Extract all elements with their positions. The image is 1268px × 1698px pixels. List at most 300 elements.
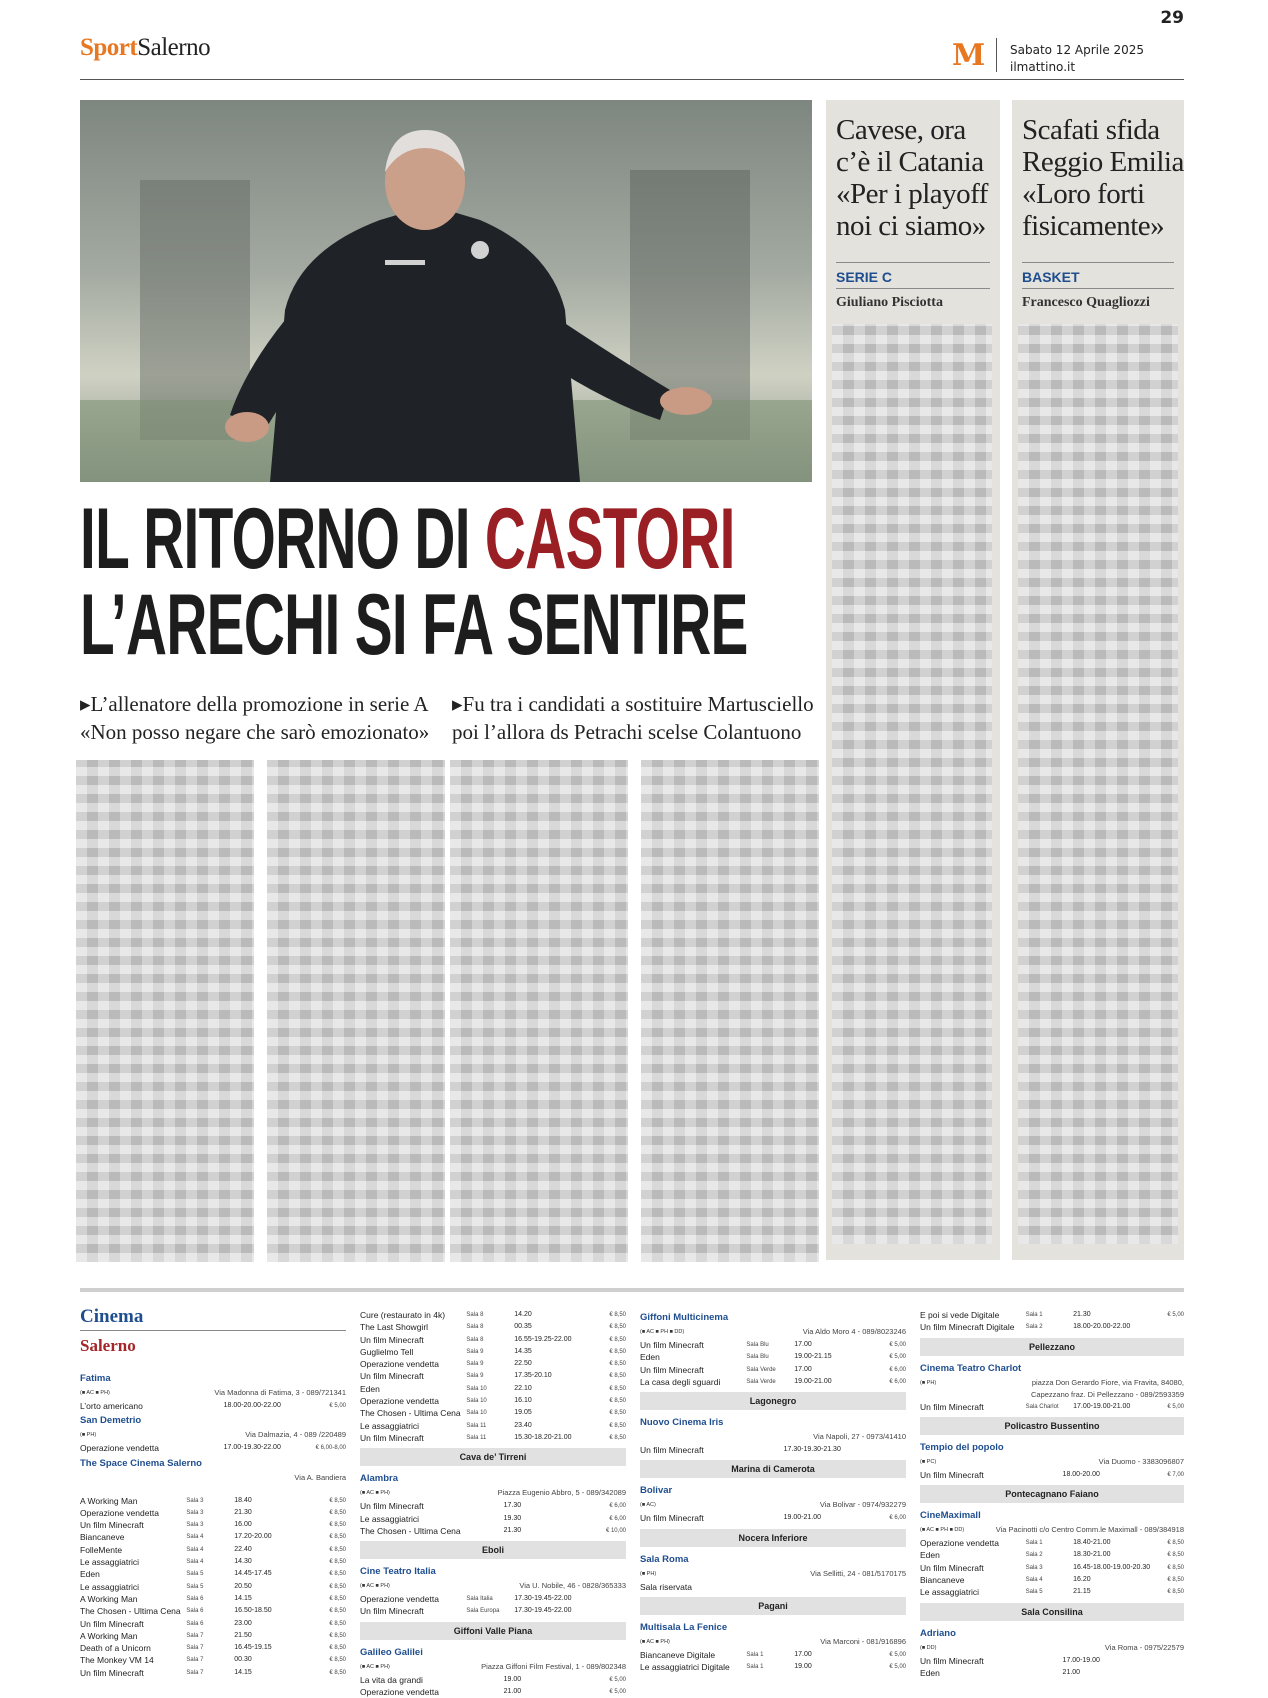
venue-address: Via Madonna di Fatima, 3 - 089/721341 (214, 1388, 346, 1397)
venue-name: Tempio del popolo (920, 1441, 1004, 1453)
coach-illustration (80, 100, 812, 482)
headline-line1-part1: IL RITORNO DI (80, 491, 485, 587)
showtime-row (920, 1321, 1184, 1333)
town-name: Giffoni Valle Piana (453, 1625, 533, 1636)
showtimes: 16.55-19.25-22.00 (514, 1335, 572, 1343)
screen-label: Sala 6 (186, 1620, 204, 1627)
town-header (360, 1448, 626, 1466)
showtime-row (360, 1674, 626, 1686)
film-title: Un film Minecraft (640, 1445, 704, 1456)
showtimes: 17.20-20.00 (234, 1533, 272, 1541)
showtimes: 19.00 (794, 1663, 812, 1671)
film-title: Biancaneve Digitale (640, 1650, 716, 1661)
film-title: Operazione vendetta (360, 1359, 439, 1370)
screen-label: Sala 9 (466, 1373, 484, 1380)
town-header (920, 1338, 1184, 1356)
deck-left-line2: «Non posso negare che sarò emozionato» (80, 720, 430, 744)
screen-label: Sala 10 (466, 1398, 487, 1405)
showtimes: 17.00-19.00 (1062, 1656, 1100, 1664)
showtimes: 17.35-20.10 (514, 1372, 552, 1380)
sidebar-cavese (826, 100, 1000, 1260)
film-title: E poi si vede Digitale (920, 1310, 1000, 1320)
screen-label: Sala Europa (466, 1608, 500, 1615)
film-title: Le assaggiatrici (80, 1557, 140, 1568)
showtimes: 20.50 (234, 1582, 252, 1590)
ticket-price: € 8,50 (609, 1398, 626, 1405)
showtime-row (80, 1556, 346, 1568)
film-title: Un film Minecraft Digitale (920, 1322, 1015, 1333)
cinema-title-rule (80, 1330, 346, 1331)
film-title: Cure (restaurato in 4k) (360, 1310, 446, 1320)
film-title: Eden (360, 1383, 380, 1394)
town-name: Marina di Camerota (731, 1464, 815, 1475)
screen-label: Sala Verde (746, 1366, 776, 1373)
venue-address: Via Pacinotti c/o Centro Comm.le Maximall - 089/384918 (995, 1525, 1184, 1535)
showtimes: 19.30 (503, 1514, 522, 1522)
screen-label: Sala 9 (466, 1348, 484, 1355)
cinema-column-1 (80, 1370, 346, 1679)
showtimes: 21.00 (503, 1688, 522, 1696)
showtime-row (80, 1495, 346, 1507)
venue-features: (■ AC) (640, 1502, 656, 1509)
screen-label: Sala 2 (1025, 1324, 1043, 1331)
venue-features: (■ AC ■ PH) (360, 1583, 390, 1590)
film-title: The Monkey VM 14 (80, 1655, 154, 1666)
ticket-price: € 8,50 (329, 1632, 346, 1639)
showtime-row (80, 1667, 346, 1679)
town-name: Pontecagnano Faiano (1005, 1489, 1099, 1500)
screen-label: Sala Verde (746, 1378, 776, 1385)
screen-label: Sala 1 (1025, 1540, 1043, 1547)
venue-name: Cine Teatro Italia (360, 1566, 436, 1578)
showtimes: 16.45-19.15 (234, 1644, 272, 1652)
site-url: ilmattino.it (1010, 60, 1076, 74)
ticket-price: € 8,50 (329, 1669, 346, 1676)
venue-address: Via Marconi - 081/916896 (820, 1637, 906, 1647)
venue-features: (■ DD) (920, 1644, 937, 1651)
venue-name: Nuovo Cinema Iris (640, 1417, 724, 1429)
showtime-row (360, 1407, 626, 1419)
ticket-price: € 8,50 (609, 1312, 626, 1318)
screen-label: Sala Charlot (1025, 1403, 1059, 1410)
ticket-price: € 8,50 (609, 1324, 626, 1331)
screen-label: Sala 1 (746, 1652, 764, 1659)
screen-label: Sala 7 (186, 1632, 204, 1639)
film-title: FolleMente (80, 1544, 123, 1555)
venue-address: Via Aldo Moro 4 - 089/8023246 (802, 1327, 906, 1336)
cinema-column-2 (360, 1309, 626, 1698)
ticket-price: € 5,00 (609, 1689, 626, 1696)
showtime-row (80, 1531, 346, 1543)
film-title: L’orto americano (80, 1401, 143, 1411)
showtimes: 17.30-19.30-21.30 (783, 1446, 841, 1454)
section-city: Salerno (137, 34, 211, 61)
ticket-price: € 5,00 (329, 1403, 346, 1409)
ticket-price: € 8,50 (329, 1595, 346, 1602)
screen-label: Sala Italia (466, 1596, 493, 1603)
venue-address-row (920, 1524, 1184, 1537)
showtimes: 22.10 (514, 1384, 532, 1392)
cinema-section-title: Cinema (80, 1306, 144, 1327)
showtimes: 16.10 (514, 1397, 532, 1405)
showtimes: 18.00-20.00 (1062, 1470, 1100, 1478)
ticket-price: € 6,00 (889, 1378, 906, 1385)
venue-features: (■ PC) (920, 1458, 937, 1465)
film-title: Un film Minecraft (920, 1655, 984, 1666)
page-number: 29 (1160, 8, 1184, 28)
ticket-price: € 8,50 (609, 1434, 626, 1441)
cinema-venue (80, 1412, 346, 1429)
town-header (360, 1622, 626, 1640)
showtime-row (360, 1370, 626, 1382)
showtime-row (640, 1339, 906, 1351)
cinema-venue (920, 1360, 1184, 1377)
showtime-row (360, 1420, 626, 1432)
film-title: Le assaggiatrici (360, 1420, 420, 1431)
showtime-row (80, 1618, 346, 1630)
film-title: The Last Showgirl (360, 1322, 429, 1333)
venue-features: (■ AC ■ PH) (360, 1490, 390, 1497)
showtimes: 18.40 (234, 1496, 252, 1504)
film-title: A Working Man (80, 1495, 138, 1506)
film-title: La casa degli sguardi (640, 1376, 721, 1387)
showtime-row (360, 1593, 626, 1605)
film-title: Le assaggiatrici (80, 1581, 140, 1592)
showtime-row (920, 1401, 1184, 1413)
venue-address: Via U. Nobile, 46 - 0828/365333 (519, 1581, 626, 1591)
ticket-price: € 8,50 (329, 1571, 346, 1578)
sidebar-rule (836, 262, 990, 263)
screen-label: Sala 7 (186, 1669, 204, 1676)
cinema-venue (640, 1619, 906, 1636)
ticket-price: € 8,50 (1167, 1540, 1184, 1547)
ticket-price: € 8,50 (609, 1385, 626, 1392)
sidebar-tag: BASKET (1022, 269, 1080, 285)
screen-label: Sala 1 (746, 1664, 764, 1671)
ticket-price: € 8,50 (329, 1608, 346, 1615)
ticket-price: € 8,50 (1167, 1589, 1184, 1596)
section-sport: Sport (80, 34, 138, 61)
ticket-price: € 6,00 (609, 1503, 626, 1510)
showtime-row (80, 1442, 346, 1454)
showtimes: 14.15 (234, 1594, 252, 1602)
showtime-row (920, 1667, 1184, 1679)
cinema-venue (640, 1482, 906, 1499)
showtimes: 19.00-21.15 (794, 1353, 832, 1361)
film-title: Eden (920, 1550, 940, 1561)
town-name: Pagani (758, 1601, 788, 1612)
ticket-price: € 6,00 (609, 1515, 626, 1522)
ticket-price: € 8,50 (329, 1583, 346, 1590)
venue-address-row (80, 1472, 346, 1485)
cinema-venue (80, 1455, 346, 1472)
showtimes: 21.00 (1062, 1668, 1081, 1676)
town-header (640, 1529, 906, 1547)
venue-features: (■ AC ■ PH) (80, 1390, 110, 1396)
film-title: Biancaneve (920, 1575, 965, 1586)
ticket-price: € 8,50 (329, 1534, 346, 1541)
showtimes: 17.30 (503, 1502, 522, 1510)
section-label (80, 34, 210, 62)
sidebar-headline-line: Reggio Emilia (1022, 146, 1184, 178)
film-title: Sala riservata (640, 1581, 692, 1592)
ticket-price: € 5,00 (1167, 1403, 1184, 1410)
showtime-row (640, 1661, 906, 1673)
sidebar-headline-line: «Loro forti (1022, 178, 1145, 210)
venue-name: Multisala La Fenice (640, 1622, 728, 1634)
cinema-venue (640, 1309, 906, 1326)
screen-label: Sala 8 (466, 1312, 484, 1318)
venue-address: Piazza Eugenio Abbro, 5 - 089/342089 (497, 1488, 626, 1498)
deck-right (452, 690, 814, 746)
town-header (360, 1541, 626, 1559)
film-title: Guglielmo Tell (360, 1346, 414, 1357)
coach-photo (80, 100, 812, 482)
deck-left (80, 690, 429, 746)
showtime-row (360, 1395, 626, 1407)
showtimes: 14.15 (234, 1668, 252, 1676)
town-header (920, 1603, 1184, 1621)
venue-address-row (920, 1377, 1184, 1401)
venue-name: Bolivar (640, 1485, 673, 1497)
article-column-1 (76, 760, 254, 1262)
main-headline (80, 491, 748, 673)
showtime-row (360, 1500, 626, 1512)
film-title: The Chosen - Ultima Cena (80, 1606, 181, 1617)
town-name: Cava de’ Tirreni (459, 1452, 527, 1463)
sidebar-headline-line: Cavese, ora (836, 114, 966, 146)
showtime-row (360, 1525, 626, 1537)
venue-address: Via A. Bandiera (294, 1472, 346, 1482)
showtime-row (360, 1321, 626, 1333)
showtimes: 00.30 (234, 1656, 252, 1664)
showtime-row (80, 1605, 346, 1617)
showtimes: 16.50-18.50 (234, 1607, 272, 1615)
film-title: Un film Minecraft (80, 1667, 144, 1678)
town-name: Nocera Inferiore (738, 1532, 808, 1543)
venue-address-row (920, 1642, 1184, 1655)
screen-label: Sala 6 (186, 1608, 204, 1615)
cinema-venue (640, 1551, 906, 1568)
header-divider (996, 38, 997, 72)
town-name: Eboli (482, 1545, 504, 1556)
showtimes: 21.30 (503, 1526, 522, 1534)
venue-features: (■ PH) (920, 1379, 937, 1386)
film-title: La vita da grandi (360, 1674, 423, 1685)
cinema-column-4 (920, 1309, 1184, 1679)
film-title: The Chosen - Ultima Cena (360, 1408, 461, 1419)
header-rule (80, 79, 1184, 80)
film-title: Operazione vendetta (360, 1594, 439, 1605)
showtimes: 00.35 (514, 1323, 532, 1331)
showtimes: 23.00 (234, 1619, 252, 1627)
venue-name: CineMaximall (920, 1510, 981, 1522)
ticket-price: € 8,50 (329, 1497, 346, 1504)
town-name: Policastro Bussentino (1004, 1420, 1100, 1431)
venue-address-row (640, 1636, 906, 1649)
screen-label: Sala 5 (186, 1583, 204, 1590)
screen-label: Sala 4 (1025, 1577, 1043, 1584)
showtimes: 21.15 (1073, 1588, 1091, 1596)
screen-label: Sala 8 (466, 1324, 484, 1331)
cinema-column-3 (640, 1309, 906, 1674)
showtime-row (80, 1630, 346, 1642)
film-title: Eden (80, 1569, 100, 1580)
film-title: Un film Minecraft (360, 1501, 424, 1512)
deck-right-line2: poi l’allora ds Petrachi scelse Colantuono (452, 720, 802, 744)
showtime-row (920, 1537, 1184, 1549)
headline-line2: L’ARECHI SI FA SENTIRE (80, 577, 748, 673)
venue-name: The Space Cinema Salerno (80, 1457, 202, 1469)
venue-features: (■ AC ■ PH ■ DD) (640, 1329, 685, 1335)
cinema-venue (360, 1644, 626, 1661)
film-title: Un film Minecraft (80, 1520, 144, 1531)
film-title: Un film Minecraft (640, 1513, 704, 1524)
showtime-row (920, 1549, 1184, 1561)
cinema-divider (80, 1288, 1184, 1292)
showtimes: 18.00-20.00-22.00 (1073, 1323, 1131, 1331)
sidebar-headline (1022, 114, 1184, 242)
showtime-row (920, 1586, 1184, 1598)
screen-label: Sala 11 (466, 1422, 487, 1429)
showtime-row (360, 1309, 626, 1321)
screen-label: Sala 10 (466, 1385, 487, 1392)
screen-label: Sala Blu (746, 1354, 769, 1361)
venue-name: Galileo Galilei (360, 1646, 423, 1658)
film-title: Operazione vendetta (360, 1687, 439, 1698)
town-header (640, 1392, 906, 1410)
screen-label: Sala 11 (466, 1434, 487, 1441)
ticket-price: € 8,50 (609, 1410, 626, 1417)
film-title: Un film Minecraft (920, 1562, 984, 1573)
ticket-price: € 5,00 (889, 1354, 906, 1361)
sidebar-rule (836, 288, 990, 289)
film-title: Un film Minecraft (920, 1469, 984, 1480)
screen-label: Sala 4 (186, 1559, 204, 1566)
film-title: Le assaggiatrici (360, 1513, 420, 1524)
showtime-row (360, 1605, 626, 1617)
screen-label: Sala 3 (186, 1497, 204, 1504)
venue-address-row (360, 1580, 626, 1593)
sidebar-headline-line: c’è il Catania (836, 146, 984, 178)
venue-address: Via Napoli, 27 - 0973/41410 (813, 1432, 906, 1442)
showtime-row (920, 1309, 1184, 1321)
showtimes: 21.30 (234, 1508, 252, 1516)
venue-address: Via Sellitti, 24 - 081/5170175 (810, 1568, 906, 1578)
deck-right-line1: ▸Fu tra i candidati a sostituire Martusciello (452, 692, 814, 716)
showtime-row (80, 1568, 346, 1580)
sidebar-rule (1022, 262, 1174, 263)
town-header (640, 1460, 906, 1478)
article-column-3 (450, 760, 628, 1262)
showtimes: 19.00 (503, 1675, 522, 1683)
film-title: Un film Minecraft (640, 1364, 704, 1375)
screen-label: Sala 4 (186, 1534, 204, 1541)
showtimes: 16.45-18.00-19.00-20.30 (1073, 1563, 1151, 1571)
ticket-price: € 8,50 (609, 1348, 626, 1355)
film-title: Un film Minecraft (360, 1371, 424, 1382)
venue-address-row (80, 1387, 346, 1400)
sidebar-headline-line: noi ci siamo» (836, 210, 986, 242)
cinema-venue (640, 1414, 906, 1431)
ticket-price: € 8,50 (1167, 1564, 1184, 1571)
showtime-row (920, 1574, 1184, 1586)
showtimes: 18.40-21.00 (1073, 1539, 1111, 1547)
showtimes: 17.30-19.45-22.00 (514, 1595, 572, 1603)
film-title: A Working Man (80, 1593, 138, 1604)
showtime-row (80, 1544, 346, 1556)
venue-name: Sala Roma (640, 1553, 689, 1565)
showtimes: 18.00-20.00-22.00 (223, 1402, 281, 1409)
venue-address-row (640, 1499, 906, 1512)
venue-name: San Demetrio (80, 1415, 142, 1427)
deck-left-line1: ▸L’allenatore della promozione in serie A (80, 692, 429, 716)
showtime-row (80, 1507, 346, 1519)
headline-highlight: CASTORI (484, 491, 735, 587)
ticket-price: € 8,50 (609, 1361, 626, 1368)
venue-features: (■ AC ■ PH ■ DD) (920, 1527, 965, 1534)
screen-label: Sala 9 (466, 1361, 484, 1368)
showtime-row (920, 1655, 1184, 1667)
screen-label: Sala 3 (1025, 1564, 1043, 1571)
screen-label: Sala 4 (186, 1546, 204, 1553)
ticket-price: € 5,00 (609, 1676, 626, 1683)
article-column-4 (641, 760, 819, 1262)
film-title: Le assaggiatrici (920, 1587, 980, 1598)
film-title: Operazione vendetta (920, 1538, 999, 1549)
spacer (80, 1485, 346, 1495)
showtime-row (640, 1351, 906, 1363)
film-title: Biancaneve (80, 1532, 125, 1543)
ticket-price: € 8,50 (329, 1522, 346, 1529)
town-header (640, 1597, 906, 1615)
sidebar-tag: SERIE C (836, 269, 893, 285)
showtimes: 21.50 (234, 1631, 252, 1639)
film-title: Un film Minecraft (920, 1401, 984, 1412)
sidebar-scafati (1012, 100, 1184, 1260)
showtime-row (80, 1581, 346, 1593)
ticket-price: € 8,50 (609, 1373, 626, 1380)
sidebar-body (1018, 324, 1178, 1244)
showtime-row (80, 1519, 346, 1531)
venue-features: (■ AC ■ PH) (640, 1639, 670, 1646)
showtime-row (640, 1376, 906, 1388)
venue-name: Giffoni Multicinema (640, 1312, 729, 1323)
showtime-row (80, 1593, 346, 1605)
film-title: Eden (640, 1352, 660, 1363)
film-title: Death of a Unicorn (80, 1643, 151, 1654)
venue-features: (■ PH) (80, 1432, 97, 1439)
ticket-price: € 5,00 (889, 1342, 906, 1348)
ticket-price: € 8,50 (1167, 1577, 1184, 1584)
sidebar-body (832, 324, 992, 1244)
showtime-row (640, 1649, 906, 1661)
venue-name: Adriano (920, 1627, 956, 1639)
film-title: Un film Minecraft (360, 1334, 424, 1345)
article-column-2 (267, 760, 445, 1262)
showtimes: 15.30-18.20-21.00 (514, 1433, 572, 1441)
showtime-row (640, 1364, 906, 1376)
sidebar-rule (1022, 288, 1174, 289)
film-title: Un film Minecraft (80, 1618, 144, 1629)
showtimes: 22.40 (234, 1545, 252, 1553)
sidebar-headline (836, 114, 988, 242)
cinema-venue (360, 1563, 626, 1580)
showtime-row (80, 1654, 346, 1666)
town-header (920, 1485, 1184, 1503)
town-name: Lagonegro (749, 1396, 797, 1407)
showtime-row (360, 1383, 626, 1395)
